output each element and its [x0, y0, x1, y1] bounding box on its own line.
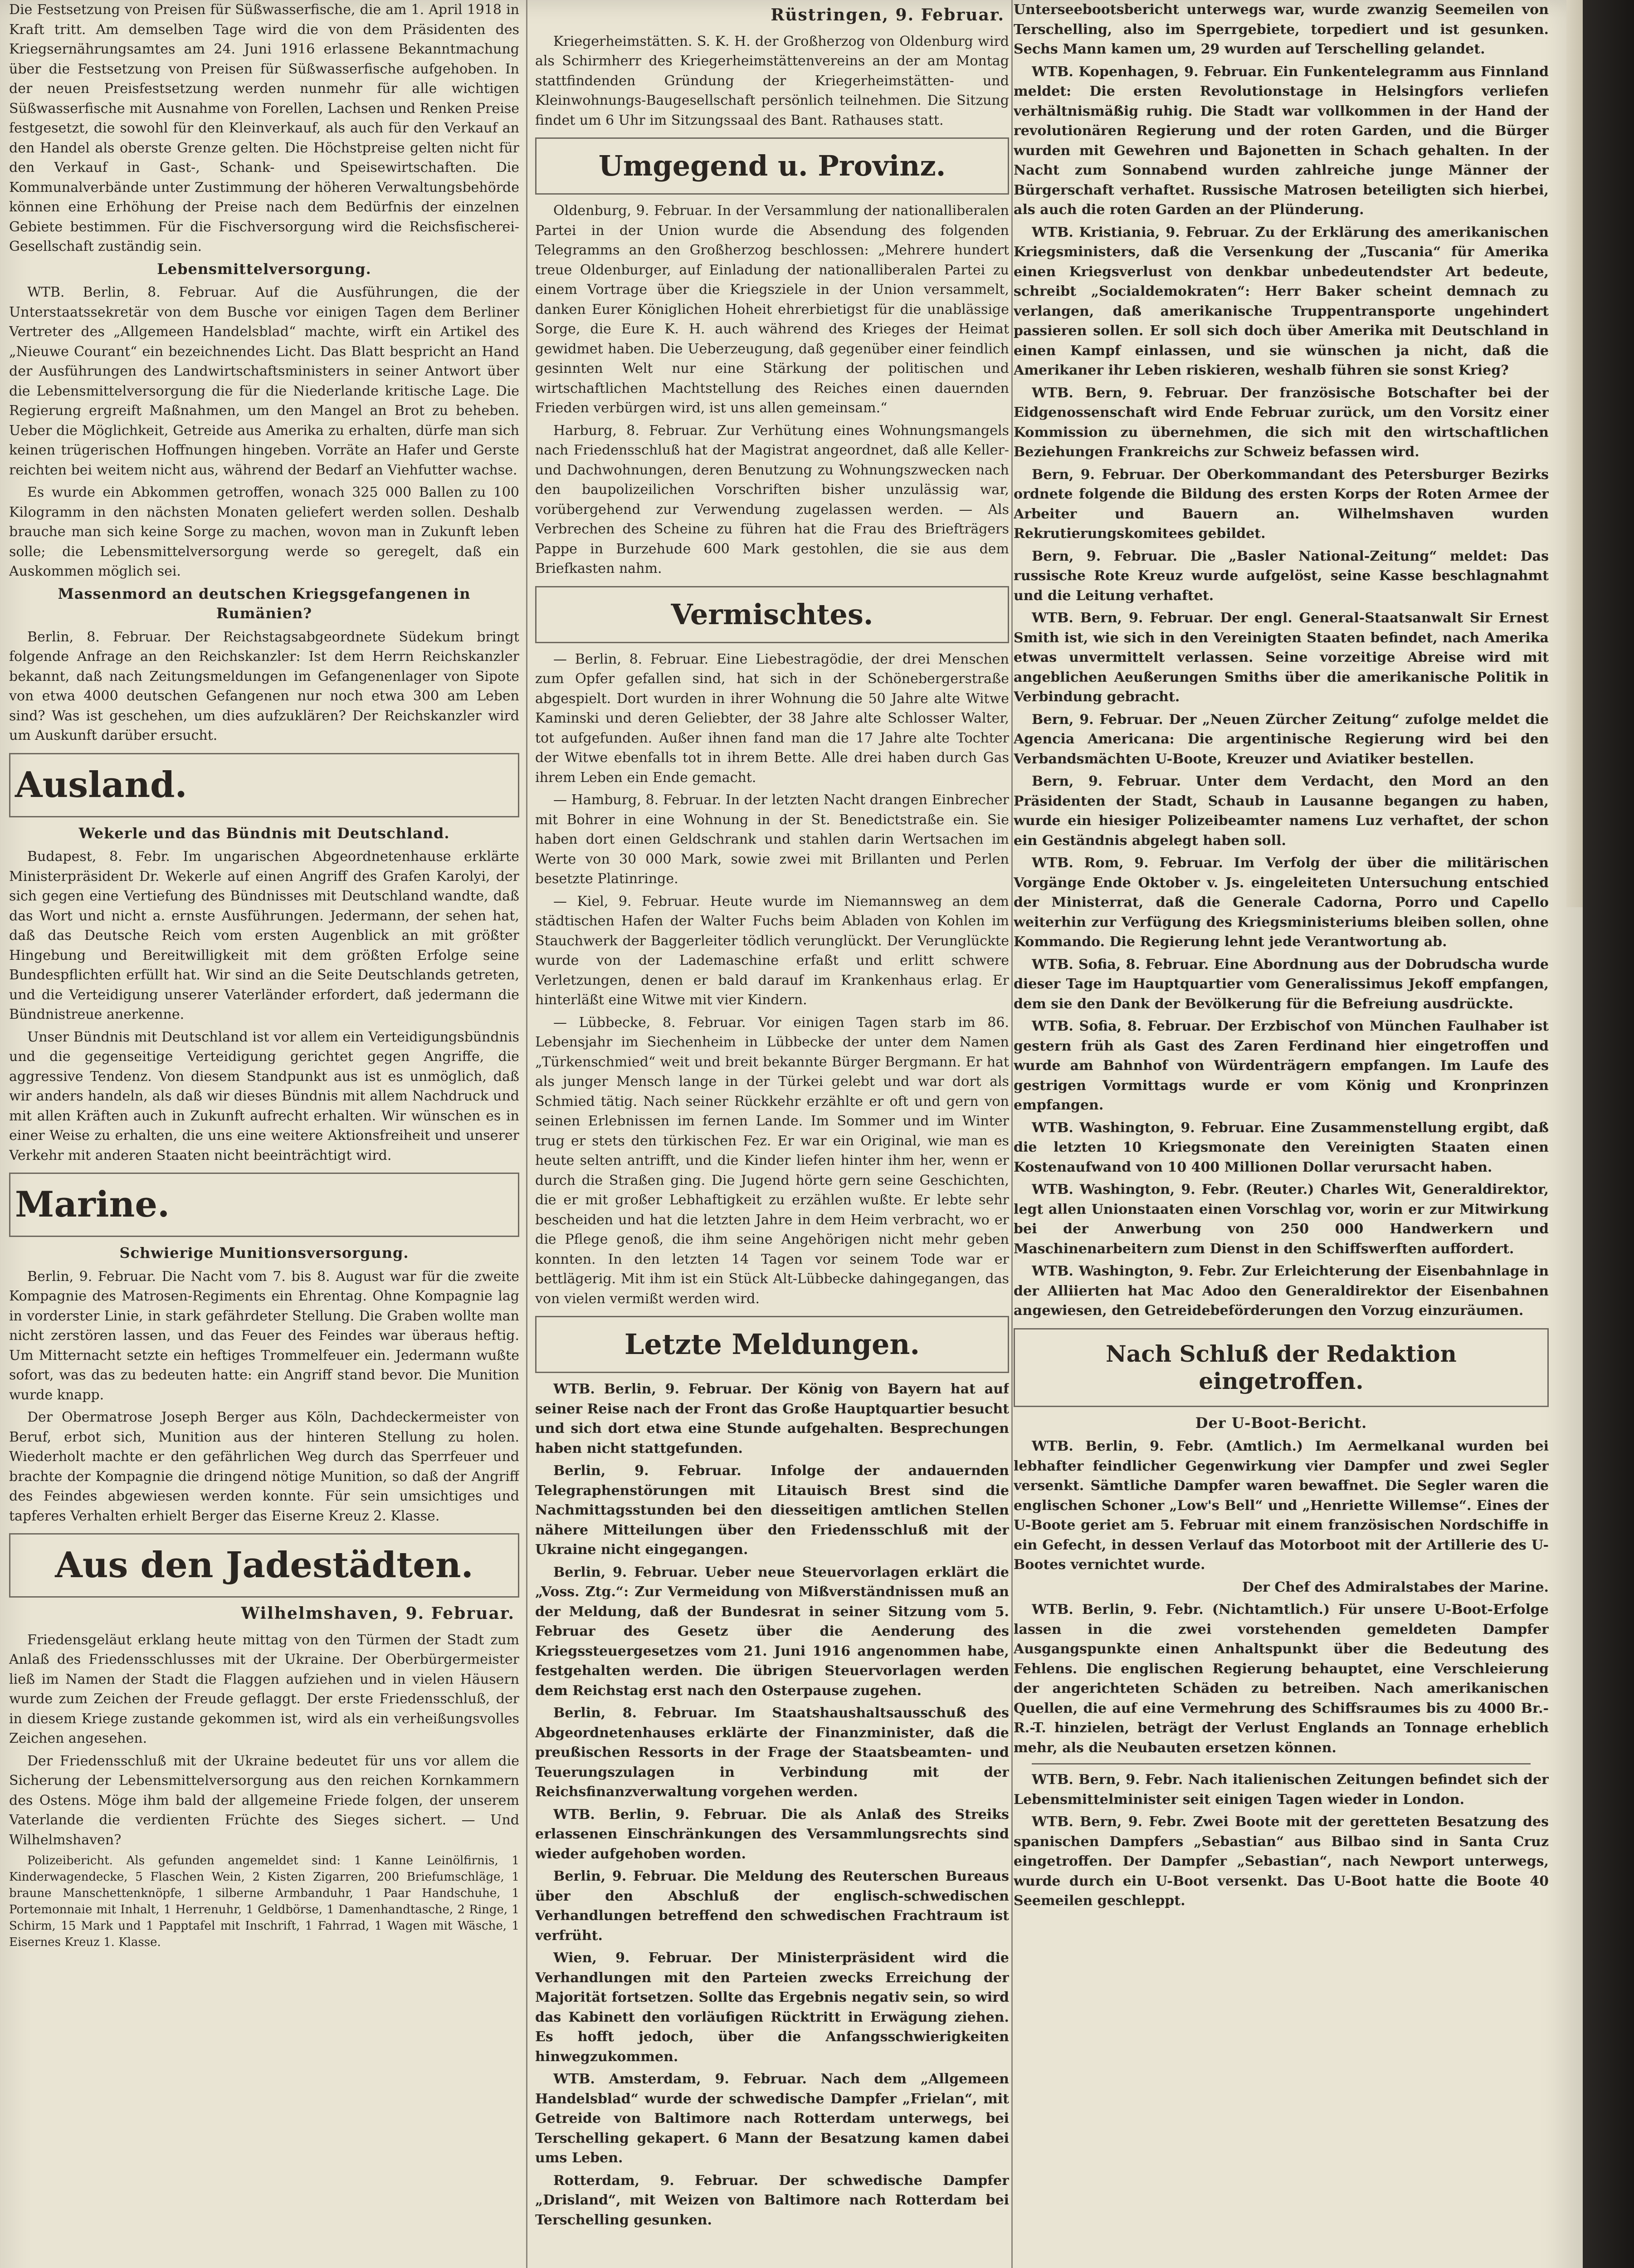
paragraph: WTB. Berlin, 9. Febr. (Amtlich.) Im Aermelkanal wurden bei lebhafter feindlicher Gegenwirkung vier Dampfer und zwei Segler versenkt. Sämtliche Dampfer waren bewaffnet. Die Segler waren die englischen Schoner „Low's Bell“ und „Henriette Willemse“. Eines der U-Boote geriet am 5. Februar mit einem französischen Nordschiffe in ein Gefecht, in dessen Verlauf das Motorboot mit der Artillerie des U-Bootes vernichtet wurde.	[1014, 1438, 1549, 1573]
section-box-vermischtes	[535, 586, 1009, 643]
dateline: Wilhelmshaven, 9. Februar.	[241, 1604, 515, 1623]
signature-line: Der Chef des Admiralstabes der Marine.	[1242, 1579, 1549, 1595]
paragraph: Oldenburg, 9. Februar. In der Versammlung der nationalliberalen Partei in der Union wurde die Absendung des folgenden Telegramms an den Großherzog beschlossen: „Mehrere hundert treue Oldenburger, auf Einladung der nationalliberalen Partei zu einem Vortrage über die Kriegsziele in der Union versammelt, danken Eurer Königlichen Hoheit ehrerbietigst für die unablässige Sorge, die Eure K. H. auch während des Krieges der Heimat gewidmet haben. Die Ueberzeugung, daß gegenüber einer feindlich gesinnten Welt nur eine Stärkung der politischen und wirtschaftlichen Machtstellung des Reiches einen dauernden Frieden verbürgen wird, ist uns allen gemeinsam.“	[535, 203, 1009, 416]
paragraph: WTB. Bern, 9. Febr. Nach italienischen Zeitungen befindet sich der Lebensmittelminister seit einigen Tagen wieder in London.	[1014, 1772, 1549, 1808]
dateline: Rüstringen, 9. Februar.	[771, 5, 1005, 24]
section-heading: Nach Schluß der Redaktion eingetroffen.	[1106, 1340, 1457, 1394]
column-3	[1014, 0, 1549, 2268]
paragraph: — Lübbecke, 8. Februar. Vor einigen Tagen starb im 86. Lebensjahr im Siechenheim in Lübbecke der unter dem Namen „Türkenschmied“ weit und breit bekannte Bürger Bergmann. Er hat als junger Mensch lange in der Türkei gelebt und war dort als Schmied tätig. Nach seiner Rückkehr erzählte er oft und gern von seinen Erlebnissen im fernen Lande. Im Sommer und im Winter trug er stets den türkischen Fez. Er war ein Original, wie man es heute selten antrifft, und die Kinder liefen hinter ihm her, wenn er durch die Straßen ging. Die Jugend hörte gern seine Geschichten, die er mit großer Lebhaftigkeit zu erzählen wußte. Er lebte sehr bescheiden und hat die letzten Jahre in dem Heim verbracht, wo er die Pflege genoß, die ihm seine Angehörigen nicht mehr geben konnten. In den letzten 14 Tagen vor seinem Tode war er bettlägerig. Mit ihm ist ein Stück Alt-Lübbecke dahingegangen, das von vielen vermißt werden wird.	[535, 1014, 1009, 1307]
paragraph: Unser Bündnis mit Deutschland ist vor allem ein Verteidigungsbündnis und die gegenseitige Verteidigung gerichtet gegen Angriffe, die aggressive Tendenz. Von diesem Standpunkt aus ist es unmöglich, daß wir anders handeln, als daß wir dieses Bündnis mit allem Nachdruck und mit allen Kräften auch in Zukunft aufrecht erhalten. Wir wünschen es in einer Weise zu erhalten, die uns eine weitere Aktionsfreiheit und unserer Verkehr mit anderen Staaten nicht beeinträchtigt wird.	[9, 1029, 519, 1163]
paragraph: WTB. Kristiania, 9. Februar. Zu der Erklärung des amerikanischen Kriegsministers, daß die Versenkung der „Tuscania“ für Amerika einen Kriegsverlust von denkbar unbedeutendster Art bedeute, schreibt „Socialdemokraten“: Herr Baker scheint demnach zu verlangen, daß amerikanische Truppentransporte ungehindert passieren sollen. Er soll sich doch über Amerika mit Deutschland in einen Kampf einlassen, und sie wünschen ja nicht, daß die Amerikaner ihr Leben riskieren, weshalb führen sie sonst Krieg?	[1014, 224, 1549, 378]
paragraph: WTB. Bern, 9. Februar. Der französische Botschafter bei der Eidgenossenschaft wird Ende Februar zurück, um den Vorsitz einer Kommission zu übernehmen, die sich mit den wirtschaftlichen Beziehungen Frankreichs zur Schweiz befassen wird.	[1014, 385, 1549, 460]
section-box-nach-schluss	[1014, 1328, 1549, 1407]
paragraph: WTB. Amsterdam, 9. Februar. Nach dem „Allgemeen Handelsblad“ wurde der schwedische Dampfer „Frielan“, mit Getreide von Baltimore nach Rotterdam unterwegs, bei Terschelling gekapert. 6 Mann der Besatzung kamen dabei ums Leben.	[535, 2071, 1009, 2166]
paragraph: Berlin, 9. Februar. Infolge der andauernden Telegraphenstörungen mit Litauisch Brest sind die Nachmittagsstunden bei den diesseitigen amtlichen Stellen nähere Mitteilungen über den Friedensschluß mit der Ukraine nicht eingegangen.	[535, 1463, 1009, 1558]
section-subhead: Wekerle und das Bündnis mit Deutschland.	[78, 824, 450, 842]
paragraph: Friedensgeläut erklang heute mittag von den Türmen der Stadt zum Anlaß des Friedensschlusses mit der Ukraine. Der Oberbürgermeister ließ im Namen der Stadt die Flaggen aufziehen und in vielen Häusern wurde zum Zeichen der Freude geflaggt. Der erste Friedensschluß, der in diesem Kriege zustande gekommen ist, wird als ein verheißungsvolles Zeichen angesehen.	[9, 1632, 519, 1746]
paragraph: Berlin, 9. Februar. Die Nacht vom 7. bis 8. August war für die zweite Kompagnie des Matrosen-Regiments ein Ehrentag. Ohne Kompagnie lag in vorderster Linie, in stark gefährdeter Stellung. Die Graben wollte man nicht zerstören lassen, und das Feuer des Feindes war überaus heftig. Um Mitternacht setzte ein heftiges Trommelfeuer ein. Jedermann wußte sofort, was das zu bedeuten hatte: ein Angriff stand bevor. Die Munition wurde knapp.	[9, 1268, 519, 1403]
section-subhead: Massenmord an deutschen Kriegsgefangenen in Rumänien?	[58, 585, 471, 622]
section-box-marine	[9, 1173, 519, 1237]
paragraph: — Kiel, 9. Februar. Heute wurde im Niemannsweg an dem städtischen Hafen der Walter Fuchs beim Abladen von Kohlen im Stauchwerk der Baggerleiter tödlich verunglückt. Der Verunglückte wurde von der Lademaschine erfaßt und erlitt schwere Verletzungen, denen er bald darauf im Krankenhaus erlag. Er hinterläßt eine Witwe mit vier Kindern.	[535, 893, 1009, 1008]
section-box-ausland	[9, 753, 519, 817]
paragraph: Die Festsetzung von Preisen für Süßwasserfische, die am 1. April 1918 in Kraft tritt. Am demselben Tage wird die von dem Präsidenten des Kriegsernährungsamtes am 24. Juni 1916 erlassene Bekanntmachung über die Festsetzung von Preisen für Süßwasserfische aufgehoben. In der neuen Preisfestsetzung werden nunmehr für alle wichtigen Süßwasserfische mit Ausnahme von Forellen, Lachsen und Renken Preise festgesetzt, die sowohl für den Kleinverkauf, als auch für den Verkauf an den Handel als oberste Grenze gelten. Die Höchstpreise gelten nicht für den Verkauf in Gast-, Schank- und Speisewirtschaften. Die Kommunalverbände unter Zustimmung der höheren Verwaltungsbehörde können eine Erhöhung der Preise nach dem Bedürfnis der einzelnen Gebiete bestimmen. Für die Fischversorgung wird die Reichsfischerei-Gesellschaft zuständig sein.	[9, 2, 519, 254]
section-heading: Letzte Meldungen.	[624, 1328, 920, 1361]
column-rule	[526, 0, 527, 2268]
paragraph: Berlin, 8. Februar. Im Staatshaushaltsausschuß des Abgeordnetenhauses erklärte der Finanzminister, daß die preußischen Ressorts in der Frage der Staatsbeamten- und Teuerungszulagen in Verbindung mit der Reichsfinanzverwaltung vorgehen werden.	[535, 1705, 1009, 1800]
column-rule	[1011, 0, 1013, 2268]
section-subhead: Der U-Boot-Bericht.	[1195, 1414, 1367, 1432]
paragraph: WTB. Washington, 9. Febr. Zur Erleichterung der Eisenbahnlage in der Alliierten hat Mac Adoo den Generaldirektor der Eisenbahnen angewiesen, den Getreidebeförderungen den Vorzug einzuräumen.	[1014, 1263, 1549, 1319]
paragraph: Es wurde ein Abkommen getroffen, wonach 325 000 Ballen zu 100 Kilogramm in den nächsten Monaten geliefert werden sollen. Deshalb brauche man sich keine Sorge zu machen, wovon man in Zukunft leben solle; die Lebensmittelversorgung werde so geregelt, daß ein Auskommen möglich sei.	[9, 484, 519, 579]
paragraph: WTB. Bern, 9. Februar. Der engl. General-Staatsanwalt Sir Ernest Smith ist, wie sich in den Vereinigten Staaten befindet, nach Amerika etwas unvermittelt verlassen. Seine vorzeitige Abreise wird mit angeblichen Aeußerungen Smiths über die amerikanische Politik in Verbindung gebracht.	[1014, 610, 1549, 705]
paragraph: Budapest, 8. Febr. Im ungarischen Abgeordnetenhause erklärte Ministerpräsident Dr. Wekerle auf einen Angriff des Grafen Karolyi, der sich gegen eine Vertiefung des Bündnisses mit Deutschland wandte, daß das Wort und nicht a. ernste Ausführungen. Jedermann, der sehen hat, daß das Deutsche Reich vom ersten Augenblick an mit größter Hingebung und Bereitwilligkeit mit dem größten Erfolge seine Bundespflichten erfüllt hat. Wir sind an die Seite Deutschlands getreten, und die Verteidigung unserer Vaterländer erfordert, daß jedermann die Bündnistreue anerkenne.	[9, 849, 519, 1022]
binding-margin	[1566, 0, 1583, 907]
paragraph: WTB. Washington, 9. Februar. Eine Zusammenstellung ergibt, daß die letzten 10 Kriegsmonate den Vereinigten Staaten einen Kostenaufwand von 10 400 Millionen Dollar verursacht haben.	[1014, 1119, 1549, 1175]
paragraph: Rotterdam, 9. Februar. Der schwedische Dampfer „Drisland“, mit Weizen von Baltimore nach Rotterdam bei Terschelling gesunken.	[535, 2172, 1009, 2228]
col1-intro	[9, 0, 519, 257]
paragraph: Berlin, 8. Februar. Der Reichstagsabgeordnete Südekum bringt folgende Anfrage an den Reichskanzler: Ist dem Herrn Reichskanzler bekannt, daß nach Zeitungsmeldungen im Gefangenenlager von Sipote von etwa 4000 deutschen Gefangenen nur noch etwa 300 am Leben sind? Was ist geschehen, um dies aufzuklären? Der Reichskanzler wird um Auskunft darüber ersucht.	[9, 629, 519, 743]
paragraph: Bern, 9. Februar. Unter dem Verdacht, den Mord an den Präsidenten der Stadt, Schaub in Lausanne begangen zu haben, wurde ein hiesiger Polizeibeamter namens Luz verhaftet, der schon ein Geständnis abgelegt haben soll.	[1014, 773, 1549, 849]
paragraph: WTB. Berlin, 9. Februar. Der König von Bayern hat auf seiner Reise nach der Front das Große Hauptquartier besucht und sich dort etwa eine Stunde aufgehalten. Besprechungen haben nicht stattgefunden.	[535, 1381, 1009, 1457]
section-box-umgegend	[535, 137, 1009, 195]
section-subhead: Schwierige Munitionsversorgung.	[119, 1244, 409, 1261]
section-heading: Ausland.	[15, 764, 187, 806]
paragraph: Kriegerheimstätten. S. K. H. der Großherzog von Oldenburg wird als Schirmherr des Kriegerheimstättenvereins an der am Montag stattfindenden Gründung der Kriegerheimstätten- und Kleinwohnungs-Baugesellschaft persönlich teilnehmen. Die Sitzung findet um 6 Uhr im Sitzungssaal des Bant. Rathauses statt.	[535, 33, 1009, 128]
paragraph: WTB. Sofia, 8. Februar. Der Erzbischof von München Faulhaber ist gestern früh als Gast des Zaren Ferdinand hier eingetroffen und wurde am Bahnhof von Würdenträgern empfangen. Im Laufe des gestrigen Vormittags wurde er vom König und Kronprinzen empfangen.	[1014, 1018, 1549, 1113]
section-heading: Marine.	[15, 1184, 170, 1225]
paragraph: Harburg, 8. Februar. Zur Verhütung eines Wohnungsmangels nach Friedensschluß hat der Magistrat angeordnet, daß alle Keller- und Dachwohnungen, deren Benutzung zu Wohnungszwecken nach den baupolizeilichen Vorschriften bisher unzulässig war, vorübergehend zur Verwendung zugelassen werden. — Als Verbrechen des Scheine zu führen hat die Frau des Briefträgers Pappe in Burzehude 600 Mark gestohlen, die sie aus dem Briefkasten nahm.	[535, 422, 1009, 577]
section-box-letzte	[535, 1316, 1009, 1373]
paragraph: — Hamburg, 8. Februar. In der letzten Nacht drangen Einbrecher mit Bohrer in eine Wohnung in der St. Benedictstraße ein. Sie haben dort einen Geldschrank und stahlen darin Wertsachen im Werte von 30 000 Mark, sowie zwei mit Brillanten und Perlen besetzte Platinringe.	[535, 792, 1009, 887]
section-box-jade	[9, 1533, 519, 1598]
paragraph: WTB. Bern, 9. Febr. Zwei Boote mit der geretteten Besatzung des spanischen Dampfers „Sebastian“ aus Bilbao sind in Santa Cruz eingetroffen. Der Dampfer „Sebastian“, nach Newport unterwegs, wurde durch ein U-Boot versenkt. Das U-Boot hatte die Boote 40 Seemeilen geschleppt.	[1014, 1814, 1549, 1909]
paragraph: WTB. Berlin, 8. Februar. Auf die Ausführungen, die der Unterstaatssekretär von dem Busche vor einigen Tagen dem Berliner Vertreter des „Allgemeen Handelsblad“ machte, wirft ein Artikel des „Nieuwe Courant“ ein bezeichnendes Licht. Das Blatt bespricht an Hand der Ausführungen des Landwirtschaftsministers in seiner Antwort über die Lebensmittelversorgung die für die Niederlande kritische Lage. Die Regierung ergreift Maßnahmen, um den Mangel an Brot zu beheben. Ueber die Möglichkeit, Getreide aus Amerika zu erhalten, dürfe man sich keinen trügerischen Hoffnungen hingeben. Vorräte an Hafer und Gerste reichten bei weitem nicht aus, während der Bedarf an Viehfutter wachse.	[9, 284, 519, 478]
paragraph: WTB. Sofia, 8. Februar. Eine Abordnung aus der Dobrudscha wurde dieser Tage im Hauptquartier vom Generalissimus Jekoff empfangen, dem sie den Dank der Bevölkerung für die Befreiung ausdrückte.	[1014, 956, 1549, 1012]
paragraph: Der Obermatrose Joseph Berger aus Köln, Dachdeckermeister von Beruf, erbot sich, Munition aus der hinteren Stellung zu holen. Wiederholt machte er den gefährlichen Weg durch das Sperrfeuer und brachte der Kompagnie die dringend nötige Munition, so daß der Angriff des Feindes abgewiesen werden konnte. Für sein umsichtiges und tapferes Verhalten erhielt Berger das Eiserne Kreuz 2. Klasse.	[9, 1409, 519, 1524]
column-2	[535, 0, 1009, 2268]
paragraph: Bern, 9. Februar. Die „Basler National-Zeitung“ meldet: Das russische Rote Kreuz wurde aufgelöst, seine Kasse beschlagnahmt und die Leitung verhaftet.	[1014, 548, 1549, 604]
paragraph: WTB. Berlin, 9. Febr. (Nichtamtlich.) Für unsere U-Boot-Erfolge lassen in die zwei vorstehenden gemeldeten Dampfer Ausgangspunkte einen Anhaltspunkt über die Bedeutung des Fehlens. Die englischen Regierung behauptet, eine Verschleierung der angerichteten Schäden zu betreiben. Nach amerikanischen Quellen, die auf eine Vermehrung des Schiffsraumes bis zu 4000 Br.-R.-T. hinzielen, beträgt der Verlust Englands an Tonnage erheblich mehr, als die Neubauten ersetzen können.	[1014, 1602, 1549, 1756]
paragraph: Polizeibericht. Als gefunden angemeldet sind: 1 Kanne Leinölfirnis, 1 Kinderwagendecke, 5 Flaschen Wein, 2 Kisten Zigarren, 200 Briefumschläge, 1 braune Manschettenknöpfe, 1 silberne Armbanduhr, 1 Paar Handschuhe, 1 Portemonnaie mit Inhalt, 1 Herrenuhr, 1 Geldbörse, 1 Damenhandtasche, 2 Ringe, 1 Schirm, 15 Mark und 1 Papptafel mit Inschrift, 1 Fahrrad, 1 Wagen mit Wäsche, 1 Eisernes Kreuz 1. Klasse.	[9, 1854, 519, 1949]
section-heading: Umgegend u. Provinz.	[598, 149, 946, 182]
section-heading: Aus den Jadestädten.	[55, 1545, 473, 1586]
paragraph: Der Friedensschluß mit der Ukraine bedeutet für uns vor allem die Sicherung der Lebensmittelversorgung aus den reichen Kornkammern des Ostens. Möge ihm bald der allgemeine Friede folgen, der unserem Vaterlande die verdienten Früchte des Sieges sichert. — Und Wilhelmshaven?	[9, 1753, 519, 1848]
paragraph: WTB. Washington, 9. Febr. (Reuter.) Charles Wit, Generaldirektor, legt allen Unionstaaten einen Vorschlag vor, worin er zur Mitwirkung bei der Anwerbung von 250 000 Handwerkern und Maschinenarbeitern zum Dienst in den Schiffswerften auffordert.	[1014, 1182, 1549, 1257]
separator	[1032, 1763, 1531, 1765]
paragraph: WTB. Berlin, 9. Februar. Die als Anlaß des Streiks erlassenen Einschränkungen des Versammlungsrechts sind wieder aufgehoben worden.	[535, 1806, 1009, 1862]
scan-edge	[1583, 0, 1634, 2268]
paragraph: Bern, 9. Februar. Der Oberkommandant des Petersburger Bezirks ordnete folgende die Bildung des ersten Korps der Roten Armee der Arbeiter und Bauern an. Wilhelmshaven wurden Rekrutierungskomitees gebildet.	[1014, 466, 1549, 542]
paragraph: — Berlin, 8. Februar. Eine Liebestragödie, der drei Menschen zum Opfer gefallen sind, hat sich in der Schönebergerstraße abgespielt. Dort wurden in ihrer Wohnung die 50 Jahre alte Witwe Kaminski und deren Geliebter, der 38 Jahre alte Schlosser Walter, tot aufgefunden. Außer ihnen fand man die 17 Jahre alte Tochter der Witwe ebenfalls tot in ihrem Bette. Alle drei haben durch Gas ihrem Leben ein Ende gemacht.	[535, 651, 1009, 786]
paragraph: Bern, 9. Februar. Der „Neuen Zürcher Zeitung“ zufolge meldet die Agencia Americana: Die argentinische Regierung wird bei den Verbandsmächten U-Boote, Kreuzer und Aviatiker bestellen.	[1014, 711, 1549, 767]
paragraph: Wien, 9. Februar. Der Ministerpräsident wird die Verhandlungen mit den Parteien zwecks Erreichung der Majorität fortsetzen. Sollte das Ergebnis negativ sein, so wird das Kabinett den vorläufigen Rücktritt in Erwägung ziehen. Es hofft jedoch, über die Anfangsschwierigkeiten hinwegzukommen.	[535, 1950, 1009, 2065]
paragraph: Berlin, 9. Februar. Ueber neue Steuervorlagen erklärt die „Voss. Ztg.“: Zur Vermeidung von Mißverständnissen muß an der Meldung, daß der Bundesrat in seiner Sitzung vom 5. Februar des Gesetz über die Aenderung des Kriegssteuergesetzes vom 21. Juni 1916 angenommen habe, festgehalten werden. Die übrigen Steuervorlagen werden dem Reichstag erst nach den Osterpause zugehen.	[535, 1564, 1009, 1699]
paragraph: Unterseebootsbericht unterwegs war, wurde zwanzig Seemeilen von Terschelling, also im Sperrgebiete, torpediert und ist gesunken. Sechs Mann kamen um, 29 wurden auf Terschelling gelandet.	[1014, 2, 1549, 57]
paragraph: WTB. Kopenhagen, 9. Februar. Ein Funkentelegramm aus Finnland meldet: Die ersten Revolutionstage in Helsingfors verliefen verhältnismäßig ruhig. Die Stadt war vollkommen in der Hand der revolutionären Regierung und der roten Garden, und die Bürger wurden mit Gewehren und Bajonetten in Schach gehalten. In der Nacht zum Sonnabend wurden zahlreiche junge Männer der Bürgerschaft verhaftet. Russische Matrosen beteiligten sich hierbei, als auch die roten Garden an der Plünderung.	[1014, 64, 1549, 218]
paragraph: Berlin, 9. Februar. Die Meldung des Reuterschen Bureaus über den Abschluß der englisch-schwedischen Verhandlungen betreffend den schwedischen Frachtraum ist verfrüht.	[535, 1868, 1009, 1944]
section-subhead: Lebensmittelversorgung.	[157, 260, 371, 278]
column-1	[9, 0, 519, 2268]
paragraph: WTB. Rom, 9. Februar. Im Verfolg der über die militärischen Vorgänge Ende Oktober v. Js. eingeleiteten Untersuchung entschied der Ministerrat, daß die Generale Cadorna, Porro und Capello weiterhin zur Verfügung des Kriegsministeriums bleiben sollen, ohne Kommando. Die Regierung lehnt jede Verantwortung ab.	[1014, 855, 1549, 950]
section-heading: Vermischtes.	[671, 597, 873, 631]
